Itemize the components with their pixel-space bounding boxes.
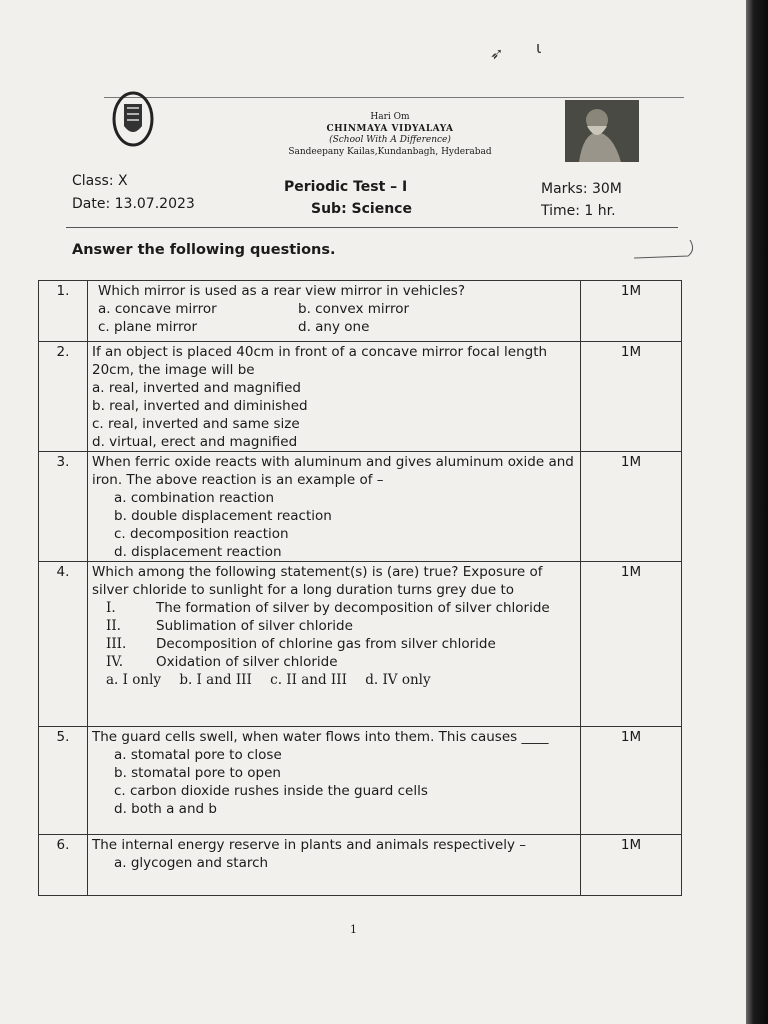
school-name: CHINMAYA VIDYALAYA (326, 123, 454, 134)
option: a. concave mirror (98, 301, 217, 317)
option: d. IV only (365, 672, 431, 689)
roman-numeral: IV. (106, 654, 124, 671)
subject-label: Sub: Science (311, 201, 412, 217)
marks-cell: 1M (581, 342, 682, 452)
question-cell (88, 726, 581, 834)
question-number: 2. (39, 342, 88, 452)
marks-cell: 1M (581, 726, 682, 834)
option: a. I only (106, 672, 162, 689)
date-label: Date: 13.07.2023 (72, 196, 195, 212)
salutation: Hari Om (370, 112, 410, 122)
question-row (39, 834, 682, 895)
question-text: The internal energy reserve in plants and animals respectively – (92, 836, 526, 853)
option: c. II and III (270, 672, 347, 689)
roman-numeral: II. (106, 618, 121, 635)
option: a. combination reaction (114, 490, 275, 507)
school-crest-icon (112, 90, 154, 148)
school-motto: (School With A Difference) (329, 135, 451, 145)
option: d. virtual, erect and magnified (92, 434, 298, 451)
statement (92, 653, 576, 671)
question-cell (88, 452, 581, 562)
option: b. convex mirror (298, 301, 410, 317)
question-row (39, 562, 682, 726)
question-text: If an object is placed 40cm in front of a concave mirror focal length 20cm, the image will be (92, 344, 548, 379)
option: d. both a and b (114, 800, 217, 817)
option: a. glycogen and starch (114, 854, 269, 871)
marks-label: Marks: 30M (541, 181, 622, 197)
option: a. real, inverted and magnified (92, 380, 301, 397)
question-number: 6. (39, 834, 88, 895)
question-number: 1. (39, 281, 88, 342)
question-row (39, 342, 682, 452)
question-cell (88, 342, 581, 452)
question-number: 4. (39, 562, 88, 726)
marks-cell: 1M (581, 834, 682, 895)
option-row (92, 318, 576, 336)
school-header (240, 112, 540, 158)
question-text: Which among the following statement(s) is (are) true? Exposure of silver chloride to sunlight for a long duration turns grey due to (92, 564, 543, 599)
pencil-mark (632, 236, 696, 266)
test-title: Periodic Test – I (284, 179, 408, 195)
marks-cell: 1M (581, 281, 682, 342)
marks-cell: 1M (581, 562, 682, 726)
question-row (39, 452, 682, 562)
option: b. real, inverted and diminished (92, 398, 308, 415)
question-text: The guard cells swell, when water flows into them. This causes ____ (92, 728, 549, 745)
option: c. carbon dioxide rushes inside the guard cells (114, 782, 428, 799)
header-top-rule (104, 97, 684, 98)
time-label: Time: 1 hr. (541, 203, 616, 219)
statement-text: Decomposition of chlorine gas from silver chloride (156, 636, 496, 653)
pen-mark: ɩ (536, 38, 542, 57)
question-cell (88, 562, 581, 726)
instruction-heading: Answer the following questions. (72, 242, 336, 258)
option: c. plane mirror (98, 319, 198, 335)
option: c. real, inverted and same size (92, 416, 300, 433)
option: a. stomatal pore to close (114, 746, 282, 763)
question-row (39, 281, 682, 342)
question-row (39, 726, 682, 834)
statement (92, 635, 576, 653)
header-bottom-rule (66, 227, 678, 228)
option: c. decomposition reaction (114, 526, 289, 543)
question-number: 3. (39, 452, 88, 562)
question-number: 5. (39, 726, 88, 834)
option: b. double displacement reaction (114, 508, 332, 525)
statement-text: Oxidation of silver chloride (156, 654, 338, 671)
page-edge-shadow (746, 0, 768, 1024)
founder-portrait (565, 100, 639, 162)
page-number: 1 (350, 923, 357, 936)
roman-numeral: III. (106, 636, 127, 653)
marks-cell: 1M (581, 452, 682, 562)
statement-text: The formation of silver by decomposition of silver chloride (156, 600, 550, 617)
question-cell (88, 834, 581, 895)
school-address: Sandeepany Kailas,Kundanbagh, Hyderabad (288, 146, 492, 157)
statement-text: Sublimation of silver chloride (156, 618, 353, 635)
option-row (92, 300, 576, 318)
roman-numeral: I. (106, 600, 116, 617)
question-text: When ferric oxide reacts with aluminum and gives aluminum oxide and iron. The above reaction is an example of – (92, 454, 574, 489)
option: b. I and III (179, 672, 252, 689)
class-label: Class: X (72, 173, 128, 189)
option-row (92, 671, 576, 689)
pen-mark: ➶ (490, 44, 504, 63)
statement (92, 617, 576, 635)
question-text: Which mirror is used as a rear view mirror in vehicles? (98, 283, 465, 299)
question-cell (88, 281, 581, 342)
option: d. displacement reaction (114, 544, 282, 561)
option: d. any one (298, 319, 370, 335)
questions-table (38, 280, 682, 896)
option: b. stomatal pore to open (114, 764, 281, 781)
statement (92, 599, 576, 617)
